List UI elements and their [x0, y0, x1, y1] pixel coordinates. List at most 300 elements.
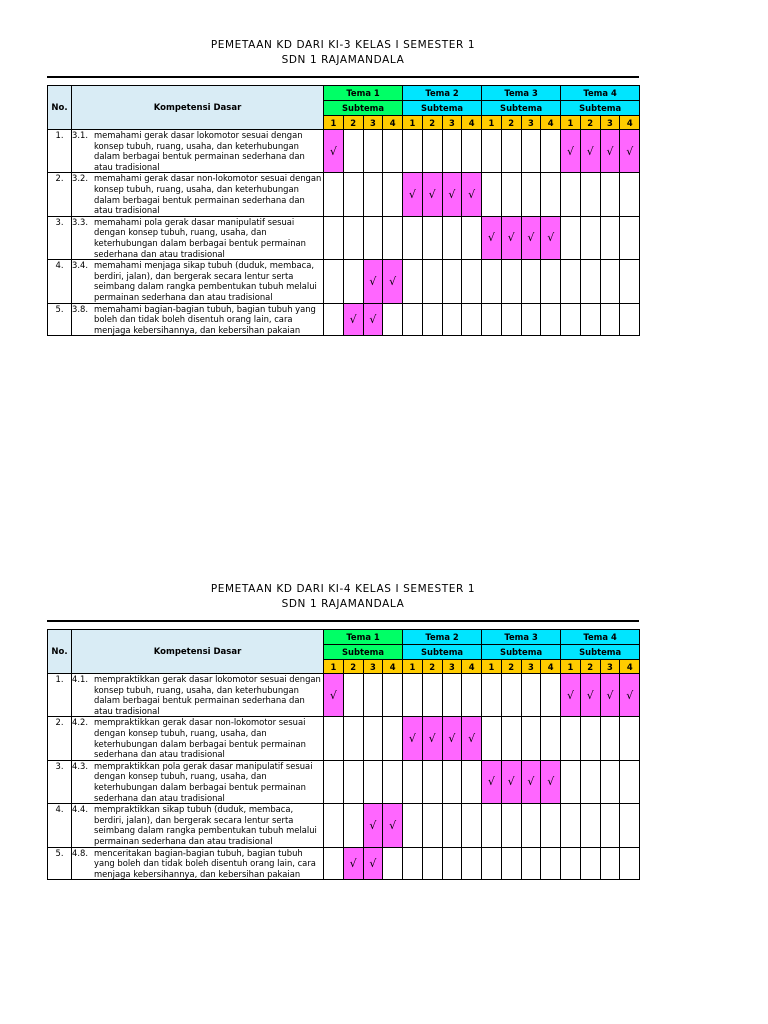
- check-cell: [561, 130, 581, 173]
- check-mark: √: [566, 144, 574, 158]
- check-mark: √: [369, 818, 377, 832]
- empty-cell: [482, 847, 502, 880]
- kd-code: 3.2.: [72, 173, 88, 184]
- empty-cell: [561, 847, 581, 880]
- kd-cell: [72, 760, 324, 803]
- kd-cell: [72, 847, 324, 880]
- empty-cell: [442, 674, 462, 717]
- empty-cell: [422, 260, 442, 303]
- subtema-number: 4: [541, 660, 561, 674]
- subtema-header: Subtema: [561, 645, 640, 660]
- kd-description: memahami gerak dasar lokomotor sesuai dengan konsep tubuh, ruang, usaha, dan keterhubungan dalam berbagai bentuk permainan sederhana dan atau tradisional: [94, 130, 305, 172]
- check-mark: √: [586, 144, 594, 158]
- check-mark: √: [468, 188, 476, 202]
- empty-cell: [600, 216, 620, 259]
- check-mark: √: [626, 688, 634, 702]
- empty-cell: [462, 303, 482, 336]
- kd-cell: [72, 674, 324, 717]
- empty-cell: [324, 847, 344, 880]
- kd-code: 3.8.: [72, 303, 88, 314]
- empty-cell: [600, 303, 620, 336]
- empty-cell: [521, 847, 541, 880]
- empty-cell: [561, 216, 581, 259]
- section-ki4: [47, 582, 639, 880]
- subtema-number: 4: [462, 116, 482, 130]
- empty-cell: [541, 130, 561, 173]
- empty-cell: [521, 303, 541, 336]
- empty-cell: [343, 130, 363, 173]
- empty-cell: [422, 216, 442, 259]
- empty-cell: [521, 674, 541, 717]
- row-number: 1.: [48, 130, 72, 173]
- subtema-number: 1: [403, 660, 423, 674]
- subtema-header: Subtema: [403, 645, 482, 660]
- tema-header: Tema 4: [561, 86, 640, 101]
- empty-cell: [324, 760, 344, 803]
- check-cell: [561, 674, 581, 717]
- subtema-number: 4: [383, 660, 403, 674]
- empty-cell: [363, 216, 383, 259]
- empty-cell: [482, 674, 502, 717]
- check-cell: [580, 674, 600, 717]
- check-mark: √: [349, 312, 357, 326]
- empty-cell: [442, 303, 462, 336]
- section-ki3: [47, 38, 639, 336]
- empty-cell: [442, 760, 462, 803]
- empty-cell: [482, 173, 502, 216]
- empty-cell: [482, 260, 502, 303]
- kd-description: memahami pola gerak dasar manipulatif sesuai dengan konsep tubuh, ruang, usaha, dan keterhubungan dalam berbagai bentuk permainan sederhana dan atau tradisional: [94, 216, 306, 259]
- empty-cell: [383, 173, 403, 216]
- kd-code: 4.4.: [72, 804, 88, 815]
- table-row: [48, 804, 640, 847]
- empty-cell: [600, 717, 620, 760]
- check-mark: √: [566, 688, 574, 702]
- empty-cell: [501, 260, 521, 303]
- empty-cell: [561, 717, 581, 760]
- empty-cell: [363, 760, 383, 803]
- empty-cell: [363, 173, 383, 216]
- kd-code: 4.1.: [72, 674, 88, 684]
- check-cell: [442, 173, 462, 216]
- check-cell: [442, 717, 462, 760]
- check-mark: √: [507, 231, 515, 245]
- kd-cell: [72, 717, 324, 760]
- subtema-number: 2: [501, 660, 521, 674]
- empty-cell: [462, 804, 482, 847]
- empty-cell: [501, 674, 521, 717]
- empty-cell: [620, 303, 640, 336]
- subtema-number: 3: [600, 116, 620, 130]
- subtema-number: 3: [363, 116, 383, 130]
- subtema-number: 2: [422, 116, 442, 130]
- check-cell: [363, 804, 383, 847]
- subtema-number: 2: [343, 660, 363, 674]
- check-cell: [422, 717, 442, 760]
- empty-cell: [403, 303, 423, 336]
- kd-content: [72, 804, 323, 846]
- tema-header: Tema 3: [482, 630, 561, 645]
- empty-cell: [482, 717, 502, 760]
- subtema-header: Subtema: [482, 101, 561, 116]
- check-mark: √: [547, 231, 555, 245]
- empty-cell: [422, 847, 442, 880]
- empty-cell: [580, 260, 600, 303]
- kd-content: [72, 173, 323, 215]
- check-mark: √: [448, 732, 456, 746]
- no-header: No.: [48, 86, 72, 130]
- kd-content: [72, 674, 323, 716]
- empty-cell: [620, 760, 640, 803]
- empty-cell: [620, 717, 640, 760]
- subtema-header: Subtema: [561, 101, 640, 116]
- kd-content: [72, 761, 323, 803]
- check-mark: √: [468, 732, 476, 746]
- tema-header: Tema 2: [403, 86, 482, 101]
- title-rule: [47, 76, 639, 78]
- empty-cell: [403, 847, 423, 880]
- check-cell: [422, 173, 442, 216]
- check-cell: [501, 216, 521, 259]
- check-cell: [600, 130, 620, 173]
- check-mark: √: [369, 274, 377, 288]
- check-mark: √: [448, 188, 456, 202]
- kd-cell: [72, 216, 324, 259]
- empty-cell: [462, 260, 482, 303]
- check-cell: [343, 847, 363, 880]
- empty-cell: [383, 216, 403, 259]
- empty-cell: [462, 847, 482, 880]
- check-cell: [383, 804, 403, 847]
- kd-header: Kompetensi Dasar: [72, 630, 324, 674]
- empty-cell: [324, 216, 344, 259]
- subtema-number: 2: [422, 660, 442, 674]
- kd-cell: [72, 804, 324, 847]
- empty-cell: [580, 804, 600, 847]
- empty-cell: [561, 760, 581, 803]
- empty-cell: [541, 674, 561, 717]
- row-number: 4.: [48, 260, 72, 303]
- empty-cell: [620, 260, 640, 303]
- empty-cell: [580, 717, 600, 760]
- check-cell: [403, 173, 423, 216]
- empty-cell: [501, 130, 521, 173]
- subtema-number: 2: [343, 116, 363, 130]
- empty-cell: [561, 804, 581, 847]
- check-cell: [462, 717, 482, 760]
- row-number: 1.: [48, 674, 72, 717]
- empty-cell: [462, 674, 482, 717]
- subtema-number: 1: [482, 660, 502, 674]
- check-mark: √: [487, 775, 495, 789]
- kd-description: mempraktikkan pola gerak dasar manipulatif sesuai dengan konsep tubuh, ruang, usaha, dan keterhubungan dalam berbagai bentuk permainan sederhana dan atau tradisional: [94, 760, 313, 803]
- kd-cell: [72, 260, 324, 303]
- row-number: 5.: [48, 303, 72, 336]
- empty-cell: [442, 130, 462, 173]
- check-cell: [462, 173, 482, 216]
- empty-cell: [403, 130, 423, 173]
- check-mark: √: [389, 274, 397, 288]
- empty-cell: [383, 674, 403, 717]
- check-mark: √: [369, 856, 377, 870]
- empty-cell: [580, 216, 600, 259]
- check-cell: [383, 260, 403, 303]
- check-cell: [521, 760, 541, 803]
- row-number: 3.: [48, 760, 72, 803]
- subtema-number: 3: [442, 660, 462, 674]
- check-cell: [620, 130, 640, 173]
- empty-cell: [442, 216, 462, 259]
- empty-cell: [541, 260, 561, 303]
- table-row: [48, 717, 640, 760]
- empty-cell: [422, 303, 442, 336]
- check-mark: √: [626, 144, 634, 158]
- title-rule: [47, 620, 639, 622]
- check-cell: [600, 674, 620, 717]
- check-cell: [482, 760, 502, 803]
- subtema-number: 1: [561, 116, 581, 130]
- kd-cell: [72, 130, 324, 173]
- empty-cell: [343, 173, 363, 216]
- kd-description: menceritakan bagian-bagian tubuh, bagian tubuh yang boleh dan tidak boleh disentuh orang lain, cara menjaga kebersihannya, dan kebersihan pakaian: [94, 847, 316, 879]
- table-row: [48, 216, 640, 259]
- kd-content: [72, 717, 323, 759]
- empty-cell: [541, 173, 561, 216]
- tema-header: Tema 3: [482, 86, 561, 101]
- empty-cell: [422, 760, 442, 803]
- empty-cell: [541, 847, 561, 880]
- kd-content: [72, 260, 323, 302]
- empty-cell: [324, 260, 344, 303]
- table-row: [48, 760, 640, 803]
- check-cell: [403, 717, 423, 760]
- kd-content: [72, 304, 323, 336]
- row-number: 2.: [48, 717, 72, 760]
- check-cell: [343, 303, 363, 336]
- empty-cell: [442, 804, 462, 847]
- kd-header: Kompetensi Dasar: [72, 86, 324, 130]
- kd-cell: [72, 173, 324, 216]
- check-cell: [501, 760, 521, 803]
- row-number: 2.: [48, 173, 72, 216]
- empty-cell: [561, 260, 581, 303]
- empty-cell: [422, 130, 442, 173]
- check-cell: [363, 260, 383, 303]
- table-row: [48, 130, 640, 173]
- empty-cell: [501, 173, 521, 216]
- empty-cell: [403, 760, 423, 803]
- empty-cell: [403, 674, 423, 717]
- check-mark: √: [408, 732, 416, 746]
- subtema-number: 4: [620, 660, 640, 674]
- empty-cell: [403, 260, 423, 303]
- empty-cell: [521, 173, 541, 216]
- empty-cell: [422, 804, 442, 847]
- empty-cell: [343, 760, 363, 803]
- empty-cell: [442, 847, 462, 880]
- subtema-number: 3: [600, 660, 620, 674]
- check-cell: [541, 760, 561, 803]
- subtema-number: 3: [442, 116, 462, 130]
- empty-cell: [343, 717, 363, 760]
- subtema-number: 2: [501, 116, 521, 130]
- check-mark: √: [586, 688, 594, 702]
- table-row: [48, 674, 640, 717]
- empty-cell: [521, 804, 541, 847]
- subtema-number: 2: [580, 660, 600, 674]
- check-cell: [363, 847, 383, 880]
- empty-cell: [482, 303, 502, 336]
- tema-header: Tema 1: [324, 630, 403, 645]
- empty-cell: [343, 260, 363, 303]
- empty-cell: [462, 216, 482, 259]
- check-mark: √: [329, 688, 337, 702]
- empty-cell: [324, 717, 344, 760]
- empty-cell: [580, 173, 600, 216]
- kd-code: 4.3.: [72, 760, 88, 771]
- empty-cell: [600, 173, 620, 216]
- check-mark: √: [527, 231, 535, 245]
- table-row: [48, 173, 640, 216]
- check-mark: √: [527, 775, 535, 789]
- check-cell: [541, 216, 561, 259]
- empty-cell: [442, 260, 462, 303]
- subtema-number: 4: [620, 116, 640, 130]
- empty-cell: [561, 173, 581, 216]
- empty-cell: [482, 804, 502, 847]
- subtema-number: 1: [482, 116, 502, 130]
- subtema-number: 2: [580, 116, 600, 130]
- empty-cell: [482, 130, 502, 173]
- empty-cell: [403, 804, 423, 847]
- kd-code: 4.2.: [72, 717, 88, 728]
- subtema-number: 1: [561, 660, 581, 674]
- subtema-header: Subtema: [403, 101, 482, 116]
- empty-cell: [580, 760, 600, 803]
- check-mark: √: [428, 732, 436, 746]
- table-row: [48, 303, 640, 336]
- empty-cell: [541, 717, 561, 760]
- check-mark: √: [547, 775, 555, 789]
- subtema-number: 3: [521, 660, 541, 674]
- check-cell: [580, 130, 600, 173]
- empty-cell: [600, 260, 620, 303]
- subtema-header: Subtema: [324, 101, 403, 116]
- kd-description: memahami bagian-bagian tubuh, bagian tubuh yang boleh dan tidak boleh disentuh orang lain, cara menjaga kebersihannya, dan kebersihan pakaian: [94, 303, 316, 335]
- kd-description: memahami gerak dasar non-lokomotor sesuai dengan konsep tubuh, ruang, usaha, dan keterhubungan dalam berbagai bentuk permainan sederhana dan atau tradisional: [94, 173, 322, 216]
- check-cell: [482, 216, 502, 259]
- check-cell: [521, 216, 541, 259]
- kd-content: [72, 130, 323, 172]
- empty-cell: [620, 216, 640, 259]
- kd-code: 3.1.: [72, 130, 88, 140]
- mapping-table-ki3: [47, 85, 640, 336]
- empty-cell: [501, 717, 521, 760]
- mapping-table-ki4: [47, 629, 640, 880]
- empty-cell: [363, 674, 383, 717]
- empty-cell: [600, 804, 620, 847]
- empty-cell: [383, 130, 403, 173]
- row-number: 4.: [48, 804, 72, 847]
- subtema-number: 1: [403, 116, 423, 130]
- empty-cell: [561, 303, 581, 336]
- empty-cell: [501, 804, 521, 847]
- empty-cell: [383, 717, 403, 760]
- kd-code: 3.3.: [72, 216, 88, 227]
- empty-cell: [383, 760, 403, 803]
- kd-description: mempraktikkan gerak dasar lokomotor sesuai dengan konsep tubuh, ruang, usaha, dan keterhubungan dalam berbagai bentuk permainan sederhana dan atau tradisional: [94, 674, 321, 716]
- empty-cell: [462, 130, 482, 173]
- subtema-number: 4: [541, 116, 561, 130]
- table-row: [48, 847, 640, 880]
- tema-header: Tema 4: [561, 630, 640, 645]
- row-number: 5.: [48, 847, 72, 880]
- subtema-number: 4: [462, 660, 482, 674]
- empty-cell: [620, 173, 640, 216]
- empty-cell: [363, 717, 383, 760]
- check-cell: [324, 674, 344, 717]
- kd-description: memahami menjaga sikap tubuh (duduk, membaca, berdiri, jalan), dan bergerak secara lentur serta seimbang dalam rangka pembentukan tubuh melalui permainan sederhana dan atau tradisional: [94, 260, 317, 302]
- section-title: PEMETAAN KD DARI KI-4 KELAS I SEMESTER 1: [210, 583, 476, 595]
- empty-cell: [324, 173, 344, 216]
- section-title: PEMETAAN KD DARI KI-3 KELAS I SEMESTER 1: [210, 39, 476, 51]
- empty-cell: [580, 303, 600, 336]
- subtema-header: Subtema: [482, 645, 561, 660]
- tema-header: Tema 2: [403, 630, 482, 645]
- kd-cell: [72, 303, 324, 336]
- empty-cell: [343, 216, 363, 259]
- empty-cell: [620, 847, 640, 880]
- check-mark: √: [389, 818, 397, 832]
- subtema-number: 4: [383, 116, 403, 130]
- school-name: SDN 1 RAJAMANDALA: [281, 54, 405, 66]
- empty-cell: [363, 130, 383, 173]
- subtema-number: 1: [324, 116, 344, 130]
- check-mark: √: [606, 688, 614, 702]
- check-mark: √: [606, 144, 614, 158]
- empty-cell: [521, 717, 541, 760]
- row-number: 3.: [48, 216, 72, 259]
- empty-cell: [521, 260, 541, 303]
- check-mark: √: [487, 231, 495, 245]
- no-header: No.: [48, 630, 72, 674]
- check-mark: √: [329, 144, 337, 158]
- check-cell: [324, 130, 344, 173]
- empty-cell: [600, 847, 620, 880]
- empty-cell: [501, 847, 521, 880]
- check-cell: [363, 303, 383, 336]
- kd-description: mempraktikkan gerak dasar non-lokomotor sesuai dengan konsep tubuh, ruang, usaha, dan keterhubungan dalam berbagai bentuk permainan sederhana dan atau tradisional: [94, 717, 306, 760]
- check-mark: √: [408, 188, 416, 202]
- empty-cell: [462, 760, 482, 803]
- check-mark: √: [349, 856, 357, 870]
- kd-content: [72, 848, 323, 880]
- table-row: [48, 260, 640, 303]
- empty-cell: [383, 847, 403, 880]
- kd-content: [72, 217, 323, 259]
- school-name: SDN 1 RAJAMANDALA: [281, 598, 405, 610]
- empty-cell: [422, 674, 442, 717]
- empty-cell: [620, 804, 640, 847]
- check-mark: √: [507, 775, 515, 789]
- kd-code: 4.8.: [72, 847, 88, 858]
- subtema-number: 3: [363, 660, 383, 674]
- empty-cell: [541, 804, 561, 847]
- kd-code: 3.4.: [72, 260, 88, 271]
- empty-cell: [501, 303, 521, 336]
- empty-cell: [383, 303, 403, 336]
- subtema-number: 1: [324, 660, 344, 674]
